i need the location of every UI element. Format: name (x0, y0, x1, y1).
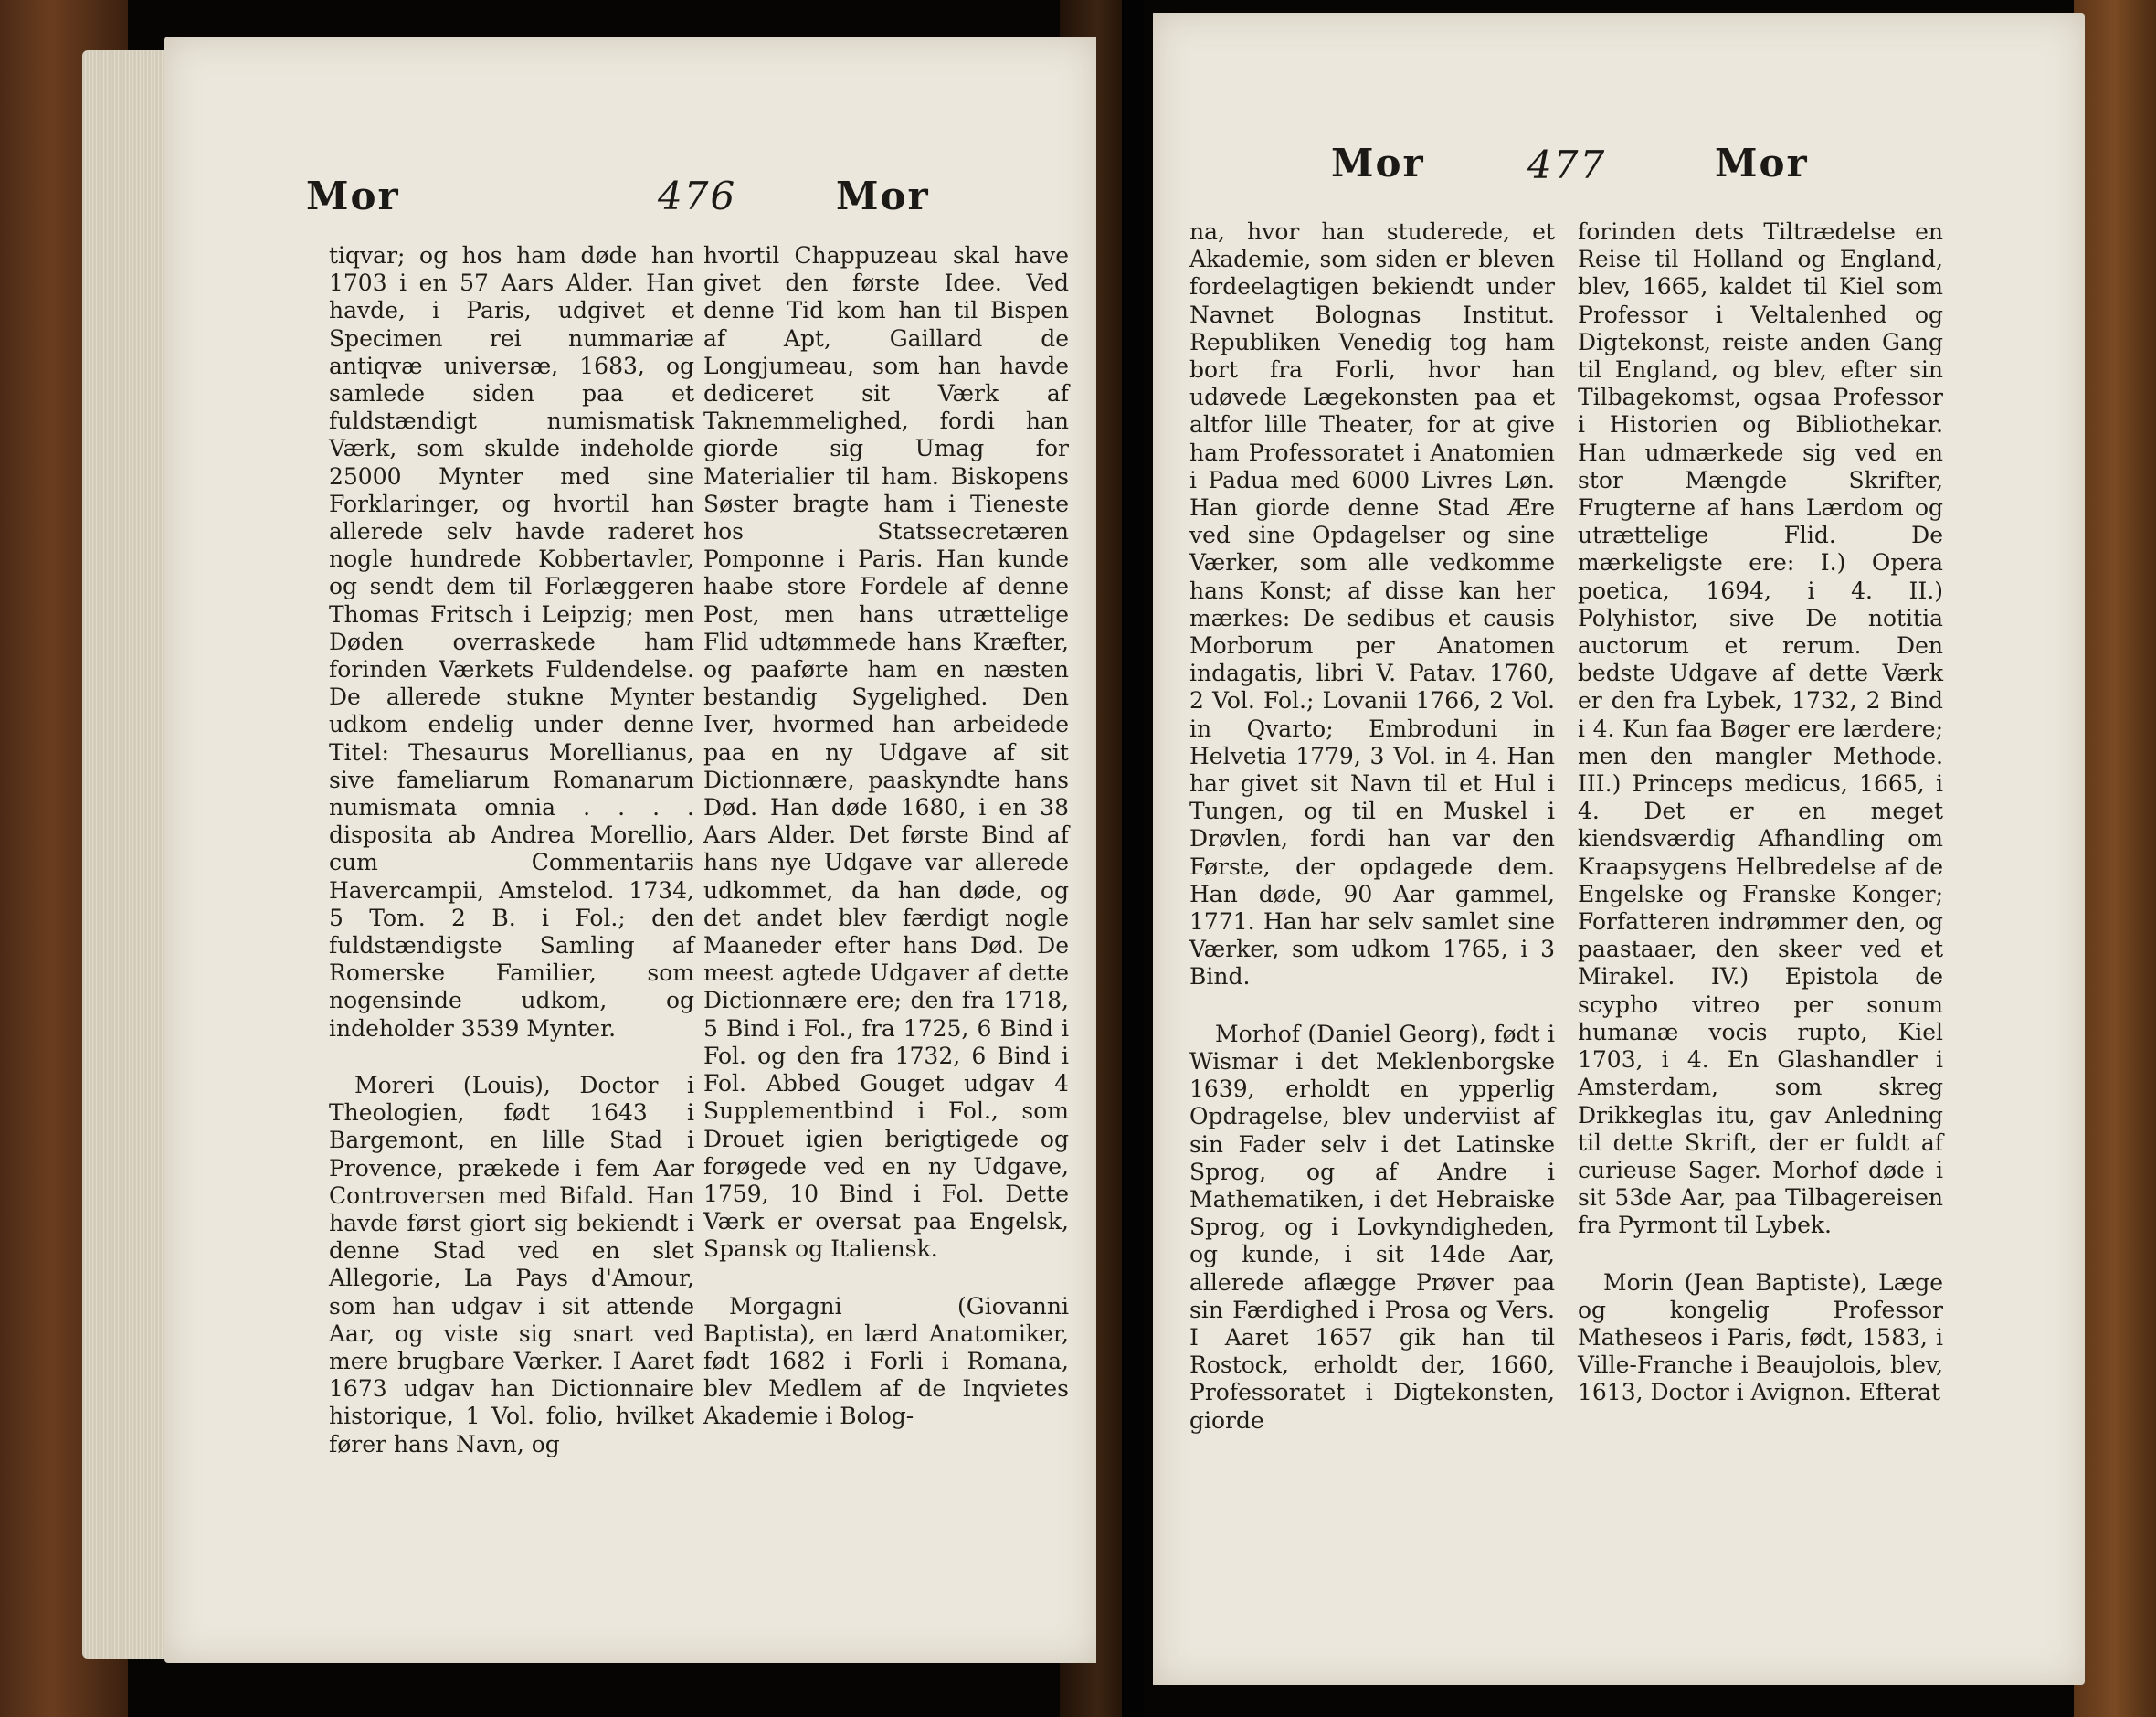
continued-paragraph: tiqvar; og hos ham døde han 1703 i en 57 Aars Alder. Han havde, i Paris, udgivet et Specimen rei nummariæ antiqvæ universæ, 1683, og samlede siden paa et fuldstændigt numismatisk Værk, som skulde indeholde 25000 Mynter med sine Forklaringer, og hvortil han allerede selv havde raderet nogle hundrede Kobbertavler, og sendt dem til Forlæggeren Thomas Fritsch i Leipzig; men Døden overraskede ham forinden Værkets Fuldendelse. De allerede stukne Mynter udkom endelig under denne Titel: Thesaurus Morellianus, sive fameliarum Romanarum numismata omnia . . . . disposita ab Andrea Morellio, cum Commentariis Havercampii, Amstelod. 1734, 5 Tom. 2 B. i Fol.; den fuldstændigste Samling af Romerske Familier, som nogensinde udkom, og indeholder 3539 Mynter. (329, 242, 694, 1042)
continued-paragraph: hvortil Chappuzeau skal have givet den første Idee. Ved denne Tid kom han til Bispen af Apt, Gaillard de Longjumeau, som han havde dediceret sit Værk af Taknemmelighed, fordi han giorde sig Umag for Materialier til ham. Biskopens Søster bragte ham i Tieneste hos Statssecretæren Pomponne i Paris. Han kunde haabe store Fordele af denne Post, men hans utrættelige Flid udtømmede hans Kræfter, og paaførte ham en næsten bestandig Sygelighed. Den Iver, hvormed han arbeidede paa en ny Udgave af sit Dictionnære, paaskyndte hans Død. Han døde 1680, i en 38 Aars Alder. Det første Bind af hans nye Udgave var allerede udkommet, da han døde, og det andet blev færdigt nogle Maaneder efter hans Død. De meest agtede Udgaver af dette Dictionnære ere; den fra 1718, 5 Bind i Fol., fra 1725, 6 Bind i Fol. og den fra 1732, 6 Bind i Fol. Abbed Gouget udgav 4 Supplementbind i Fol., som Drouet igien berigtigede og forøgede ved en ny Udgave, 1759, 10 Bind i Fol. Dette Værk er oversat paa Engelsk, Spansk og Italiensk. (703, 242, 1069, 1263)
entry-paragraph: Morgagni (Giovanni Baptista), en lærd Anatomiker, født 1682 i Forli i Romana, blev Medlem af de Inqvietes Akademie i Bolog- (703, 1292, 1069, 1430)
entry-paragraph: Moreri (Louis), Doctor i Theologien, født 1643 i Bargemont, en lille Stad i Provence, prækede i fem Aar Controversen med Bifald. Han havde først giort sig bekiendt i denne Stad ved en slet Allegorie, La Pays d'Amour, som han udgav i sit attende Aar, og viste sig snart ved mere brugbare Værker. I Aaret 1673 udgav han Dictionnaire historique, 1 Vol. folio, hvilket fører hans Navn, og (329, 1071, 694, 1457)
entry-paragraph: Morhof (Daniel Georg), født i Wismar i det Meklenborgske 1639, erholdt en ypperlig Opdragelse, blev underviist af sin Fader selv i det Latinske Sprog, og af Andre i Mathematiken, i det Hebraiske Sprog, og i Lovkyndigheden, og kunde, i sit 14de Aar, allerede aflægge Prøver paa sin Færdighed i Prosa og Vers. I Aaret 1657 gik han til Rostock, erholdt der, 1660, Professoratet i Digtekonsten, giorde (1189, 1020, 1555, 1434)
gutter (1122, 0, 1144, 1717)
left-page (164, 37, 1096, 1663)
left-page-number: 476 (658, 174, 737, 218)
continued-paragraph: na, hvor han studerede, et Akademie, som siden er bleven fordeelagtigen bekiendt under Navnet Bolognas Institut. Republiken Venedig tog ham bort fra Forli, hvor han udøvede Lægekonsten paa et altfor lille Theater, for at give ham Professoratet i Anatomien i Padua med 6000 Livres Løn. Han giorde denne Stad Ære ved sine Opdagelser og sine Værker, som alle vedkomme hans Konst; af disse kan her mærkes: De sedibus et causis Morborum per Anatomen indagatis, libri V. Patav. 1760, 2 Vol. Fol.; Lovanii 1766, 2 Vol. in Qvarto; Embroduni in Helvetia 1779, 3 Vol. in 4. Han har givet sit Navn til et Hul i Tungen, og til en Muskel i Drøvlen, fordi han var den Første, der opdagede dem. Han døde, 90 Aar gammel, 1771. Han har selv samlet sine Værker, som udkom 1765, i 3 Bind. (1189, 218, 1555, 991)
left-running-head-left: Mor (306, 174, 400, 218)
left-page-column-2 (703, 242, 1069, 1431)
right-page-number: 477 (1527, 143, 1607, 187)
right-running-head-left: Mor (1331, 141, 1425, 185)
right-page-column-2 (1578, 218, 1943, 1407)
right-page (1153, 13, 2085, 1685)
left-running-head-right: Mor (836, 174, 930, 218)
right-page-column-1 (1189, 218, 1555, 1435)
cover-leather-right (2074, 0, 2156, 1717)
entry-paragraph: Morin (Jean Baptiste), Læge og kongelig Professor Matheseos i Paris, født, 1583, i Ville-Franche i Beaujolois, blev, 1613, Doctor i Avignon. Efterat (1578, 1268, 1943, 1406)
continued-paragraph: forinden dets Tiltrædelse en Reise til Holland og England, blev, 1665, kaldet til Kiel som Professor i Veltalenhed og Digtekonst, reiste anden Gang til England, og blev, efter sin Tilbagekomst, ogsaa Professor i Historien og Bibliothekar. Han udmærkede sig ved en stor Mængde Skrifter, Frugterne af hans Lærdom og utrættelige Flid. De mærkeligste ere: I.) Opera poetica, 1694, i 4. II.) Polyhistor, sive De notitia auctorum et rerum. Den bedste Udgave af dette Værk er den fra Lybek, 1732, 2 Bind i 4. Kun faa Bøger ere lærdere; men den mangler Methode. III.) Princeps medicus, 1665, i 4. Det er en meget kiendsværdig Afhandling om Kraapsygens Helbredelse af de Engelske og Franske Konger; Forfatteren indrømmer den, og paastaaer, den skeer ved et Mirakel. IV.) Epistola de scypho vitreo per sonum humanæ vocis rupto, Kiel 1703, i 4. En Glashandler i Amsterdam, som skreg Drikkeglas itu, gav Anledning til dette Skrift, der er fuldt af curieuse Sager. Morhof døde i sit 53de Aar, paa Tilbagereisen fra Pyrmont til Lybek. (1578, 218, 1943, 1239)
left-page-column-1 (329, 242, 694, 1458)
right-running-head-right: Mor (1715, 141, 1809, 185)
